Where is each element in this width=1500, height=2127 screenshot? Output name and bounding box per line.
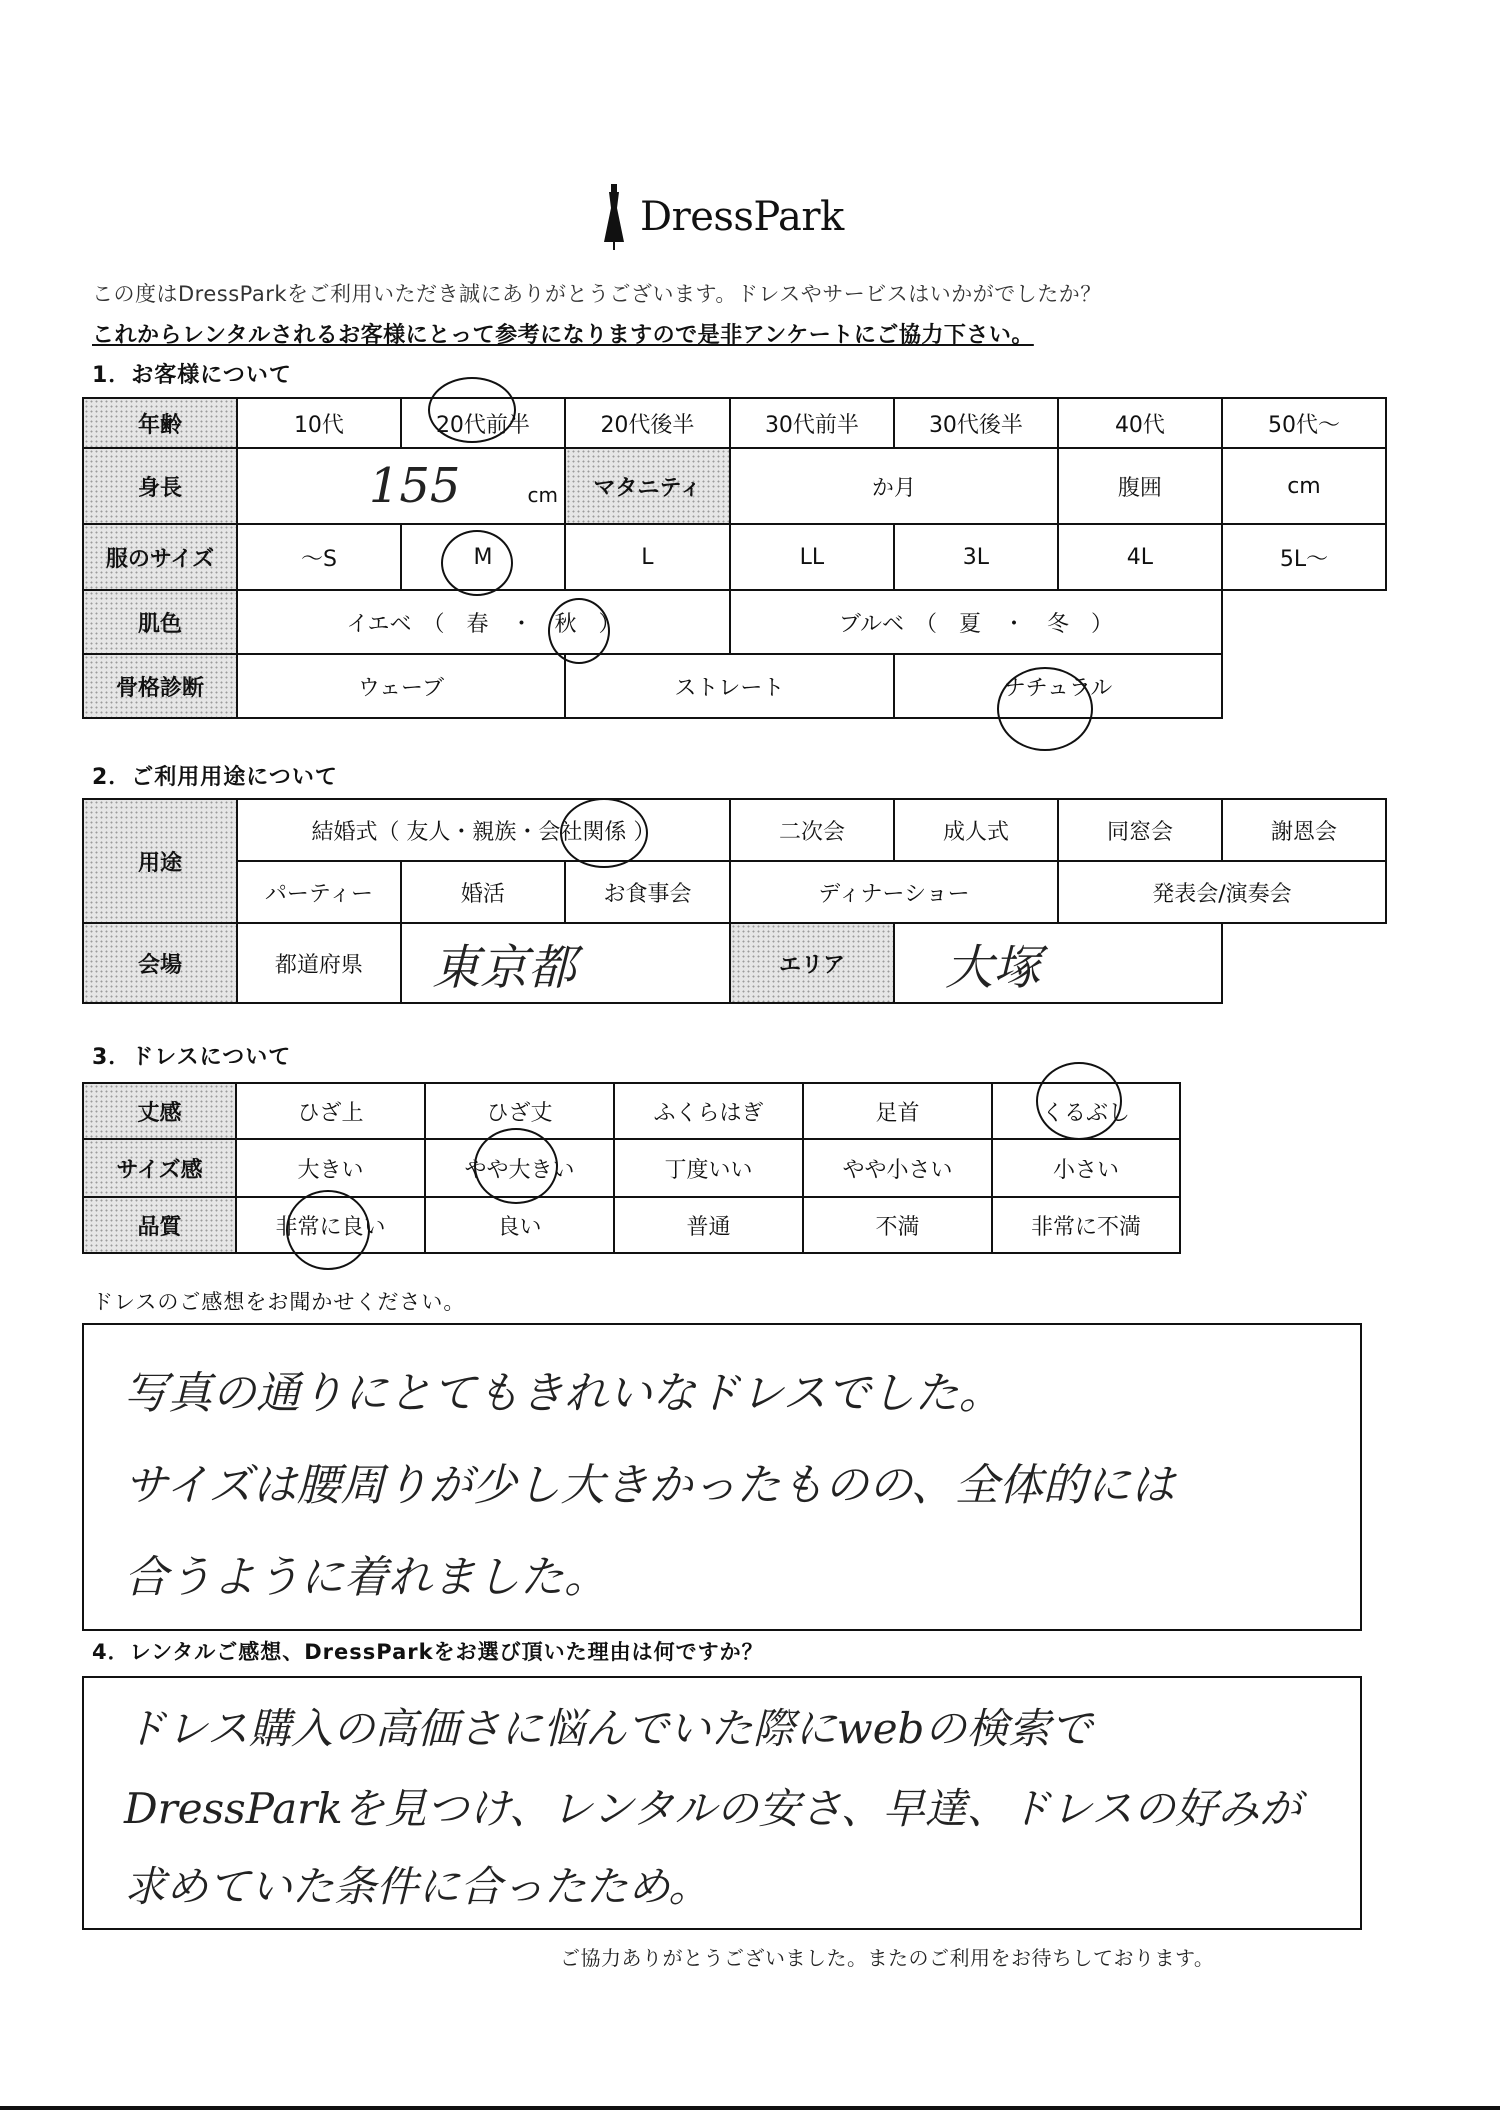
area-value: 大塚 [944, 939, 1041, 996]
use-option[interactable]: 謝恩会 [1222, 799, 1386, 861]
customer-table [82, 397, 1387, 719]
length-option[interactable]: 足首 [803, 1083, 992, 1139]
comment-line: 合うように着れました。 [124, 1552, 608, 1603]
skin-label: 肌色 [83, 590, 237, 654]
purpose-table [82, 798, 1387, 1004]
age-option[interactable]: 40代 [1058, 398, 1222, 448]
comment-line: サイズは腰周りが少し大きかったものの、全体的には [124, 1460, 1175, 1511]
age-option[interactable]: 50代～ [1222, 398, 1386, 448]
length-option-selected[interactable]: くるぶし [992, 1083, 1180, 1139]
use-option[interactable]: 婚活 [401, 861, 565, 923]
size-option[interactable]: ～S [237, 524, 401, 590]
fit-option[interactable]: 小さい [992, 1139, 1180, 1197]
frame-option-selected[interactable]: ナチュラル [894, 654, 1222, 718]
size-option[interactable]: LL [730, 524, 894, 590]
size-option[interactable]: 5L～ [1222, 524, 1386, 590]
use-option[interactable]: ディナーショー [730, 861, 1058, 923]
quality-option-selected[interactable]: 非常に良い [236, 1197, 425, 1253]
use-option[interactable]: パーティー [237, 861, 401, 923]
reason-line: ドレス購入の高価さに悩んでいた際にwebの検索で [124, 1704, 1093, 1753]
area-field[interactable] [894, 923, 1222, 1003]
section-2-title: 2．ご利用用途について [92, 765, 338, 790]
blank-cell [1222, 654, 1386, 718]
venue-label: 会場 [83, 923, 237, 1003]
use-label: 用途 [83, 799, 237, 923]
prefecture-label: 都道府県 [237, 923, 401, 1003]
size-option[interactable]: L [565, 524, 730, 590]
maternity-label: マタニティ [565, 448, 730, 524]
height-value: 155 [368, 458, 461, 514]
section-3-title: 3．ドレスについて [92, 1045, 292, 1070]
dress-comment-box[interactable] [82, 1323, 1362, 1631]
dress-icon [600, 182, 628, 252]
use-option[interactable]: 二次会 [730, 799, 894, 861]
footer-thanks: ご協力ありがとうございました。またのご利用をお待ちしております。 [560, 1946, 1215, 1970]
fit-option[interactable]: 丁度いい [614, 1139, 803, 1197]
size-label: 服のサイズ [83, 524, 237, 590]
use-option[interactable]: お食事会 [565, 861, 730, 923]
skin-blue-option[interactable]: ブルベ （ 夏 ・ 冬 ） [730, 590, 1222, 654]
frame-option[interactable]: ウェーブ [237, 654, 565, 718]
length-option[interactable]: ふくらはぎ [614, 1083, 803, 1139]
dress-comment-prompt: ドレスのご感想をお聞かせください。 [92, 1290, 466, 1314]
brand-logo [600, 172, 844, 262]
frame-label: 骨格診断 [83, 654, 237, 718]
fit-option[interactable]: 大きい [236, 1139, 425, 1197]
maternity-months[interactable]: か月 [730, 448, 1058, 524]
use-wedding-option[interactable]: 結婚式（ 友人・親族・会社関係 ） [237, 799, 730, 861]
use-option[interactable]: 同窓会 [1058, 799, 1222, 861]
age-option[interactable]: 20代後半 [565, 398, 730, 448]
height-field[interactable] [237, 448, 565, 524]
fit-option[interactable]: やや小さい [803, 1139, 992, 1197]
prefecture-value: 東京都 [431, 939, 576, 996]
length-label: 丈感 [83, 1083, 236, 1139]
size-option-selected[interactable]: M [401, 524, 565, 590]
logo-text: DressPark [640, 194, 844, 240]
size-option[interactable]: 4L [1058, 524, 1222, 590]
quality-option[interactable]: 良い [425, 1197, 614, 1253]
use-option[interactable]: 発表会/演奏会 [1058, 861, 1386, 923]
waist-label: 腹囲 [1058, 448, 1222, 524]
quality-label: 品質 [83, 1197, 236, 1253]
use-option[interactable]: 成人式 [894, 799, 1058, 861]
intro-line-1: この度はDressParkをご利用いただき誠にありがとうございます。ドレスやサービスはいかがでしたか？ [92, 282, 1102, 306]
length-option[interactable]: ひざ丈 [425, 1083, 614, 1139]
blank-cell [1222, 923, 1386, 1003]
height-label: 身長 [83, 448, 237, 524]
fit-option-selected[interactable]: やや大きい [425, 1139, 614, 1197]
height-unit: cm [527, 483, 558, 507]
reason-line: DressParkを見つけ、レンタルの安さ、早達、ドレスの好みが [124, 1784, 1302, 1833]
age-option[interactable]: 10代 [237, 398, 401, 448]
waist-unit[interactable]: cm [1222, 448, 1386, 524]
skin-yellow-option[interactable]: イエベ （ 春 ・ 秋 ） [237, 590, 730, 654]
blank-cell [1222, 590, 1386, 654]
age-option[interactable]: 30代前半 [730, 398, 894, 448]
prefecture-field[interactable] [401, 923, 730, 1003]
section-4-title: 4．レンタルご感想、DressParkをお選び頂いた理由は何ですか？ [92, 1640, 764, 1664]
quality-option[interactable]: 非常に不満 [992, 1197, 1180, 1253]
dress-table [82, 1082, 1181, 1254]
age-option[interactable]: 30代後半 [894, 398, 1058, 448]
fit-label: サイズ感 [83, 1139, 236, 1197]
quality-option[interactable]: 不満 [803, 1197, 992, 1253]
age-option-selected[interactable]: 20代前半 [401, 398, 565, 448]
reason-line: 求めていた条件に合ったため。 [124, 1862, 711, 1911]
intro-line-2: これからレンタルされるお客様にとって参考になりますので是非アンケートにご協力下さい。 [92, 323, 1034, 348]
area-label: エリア [730, 923, 894, 1003]
size-option[interactable]: 3L [894, 524, 1058, 590]
scan-edge-line [0, 2106, 1500, 2110]
length-option[interactable]: ひざ上 [236, 1083, 425, 1139]
reason-box[interactable] [82, 1676, 1362, 1930]
quality-option[interactable]: 普通 [614, 1197, 803, 1253]
age-label: 年齢 [83, 398, 237, 448]
section-1-title: 1．お客様について [92, 363, 292, 388]
comment-line: 写真の通りにとてもきれいなドレスでした。 [124, 1368, 1003, 1419]
frame-option[interactable]: ストレート [565, 654, 894, 718]
